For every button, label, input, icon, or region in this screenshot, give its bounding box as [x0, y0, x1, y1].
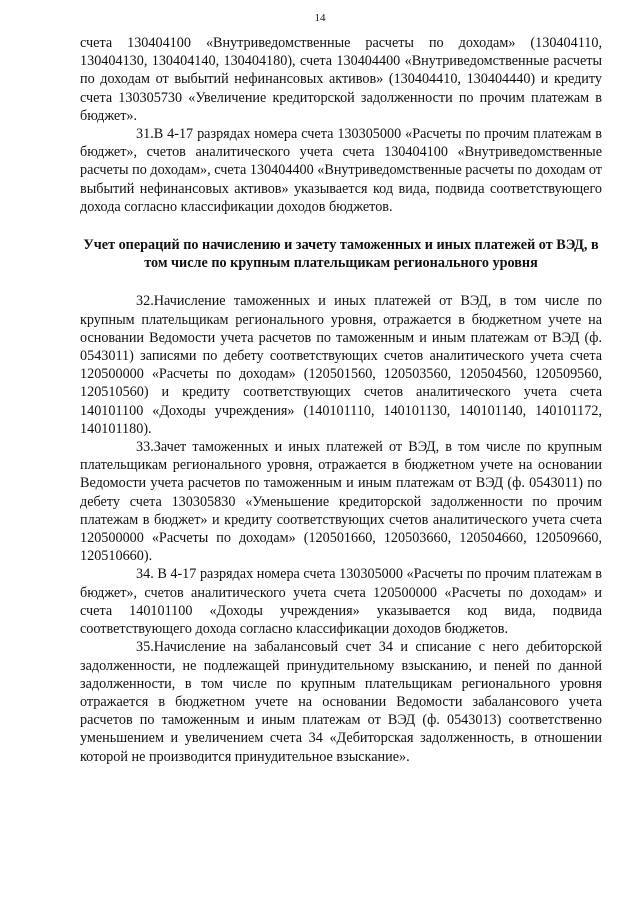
section-heading: Учет операций по начислению и зачету таможенных и иных платежей от ВЭД, в том числе по крупным плательщикам регионального уровня — [83, 237, 599, 272]
page-number: 14 — [314, 12, 326, 24]
paragraph-continuation: счета 130404100 «Внутриведомственные расчеты по доходам» (130404110, 130404130, 130404140, 130404180), счета 130404400 «Внутриведомственные расчеты по доходам от выбытий нефинансовых активов» (130404410, 130404440) и кредиту счета 130305730 «Увеличение кредиторской задолженности по прочим платежам в бюджет». — [80, 35, 602, 124]
paragraph-31: 31.В 4-17 разрядах номера счета 130305000 «Расчеты по прочим платежам в бюджет», счетов аналитического учета счета 130404100 «Внутриведомственные расчеты по доходам», счета 130404400 «Внутриведомственные расчеты по доходам от выбытий нефинансовых активов» указывается код вида, подвида соответствующего дохода согласно классификации доходов бюджетов. — [80, 126, 602, 215]
paragraph-33: 33.Зачет таможенных и иных платежей от ВЭД, в том числе по крупным плательщикам регионального уровня, отражается в бюджетном учете на основании Ведомости учета расчетов по таможенным и иным платежам от ВЭД (ф. 0543011) по дебету счета 130305830 «Уменьшение кредиторской задолженности по прочим платежам в бюджет» и кредиту соответствующих счетов аналитического учета счета 120500000 «Расчеты по доходам» (120501660, 120503660, 120504660, 120509660, 120510660). — [80, 439, 602, 565]
paragraph-32: 32.Начисление таможенных и иных платежей от ВЭД, в том числе по крупным плательщикам регионального уровня, отражается в бюджетном учете на основании Ведомости учета расчетов по таможенным и иным платежам от ВЭД (ф. 0543011) записями по дебету соответствующих счетов аналитического учета счета 120500000 «Расчеты по доходам» (120501560, 120503560, 120504560, 120509560, 120510560) и кредиту соответствующих счетов аналитического учета счета 140101100 «Доходы учреждения» (140101110, 140101130, 140101140, 140101172, 140101180). — [80, 293, 602, 437]
paragraph-35: 35.Начисление на забалансовый счет 34 и списание с него дебиторской задолженности, не подлежащей принудительному взысканию, и пеней по данной задолженности, в том числе по крупным плательщикам регионального уровня отражается в бюджетном учете на основании Ведомости забалансового учета расчетов по таможенным и иным платежам от ВЭД (ф. 0543013) соответственно уменьшением и увеличением счета 34 «Дебиторская задолженность, в отношении которой не производится принудительное взыскание». — [80, 639, 602, 765]
document-body — [80, 34, 602, 766]
paragraph-34: 34. В 4-17 разрядах номера счета 130305000 «Расчеты по прочим платежам в бюджет», счетов аналитического учета счета 120500000 «Расчеты по доходам» и счета 140101100 «Доходы учреждения» указывается код вида, подвида соответствующего дохода согласно классификации доходов бюджетов. — [80, 566, 602, 638]
